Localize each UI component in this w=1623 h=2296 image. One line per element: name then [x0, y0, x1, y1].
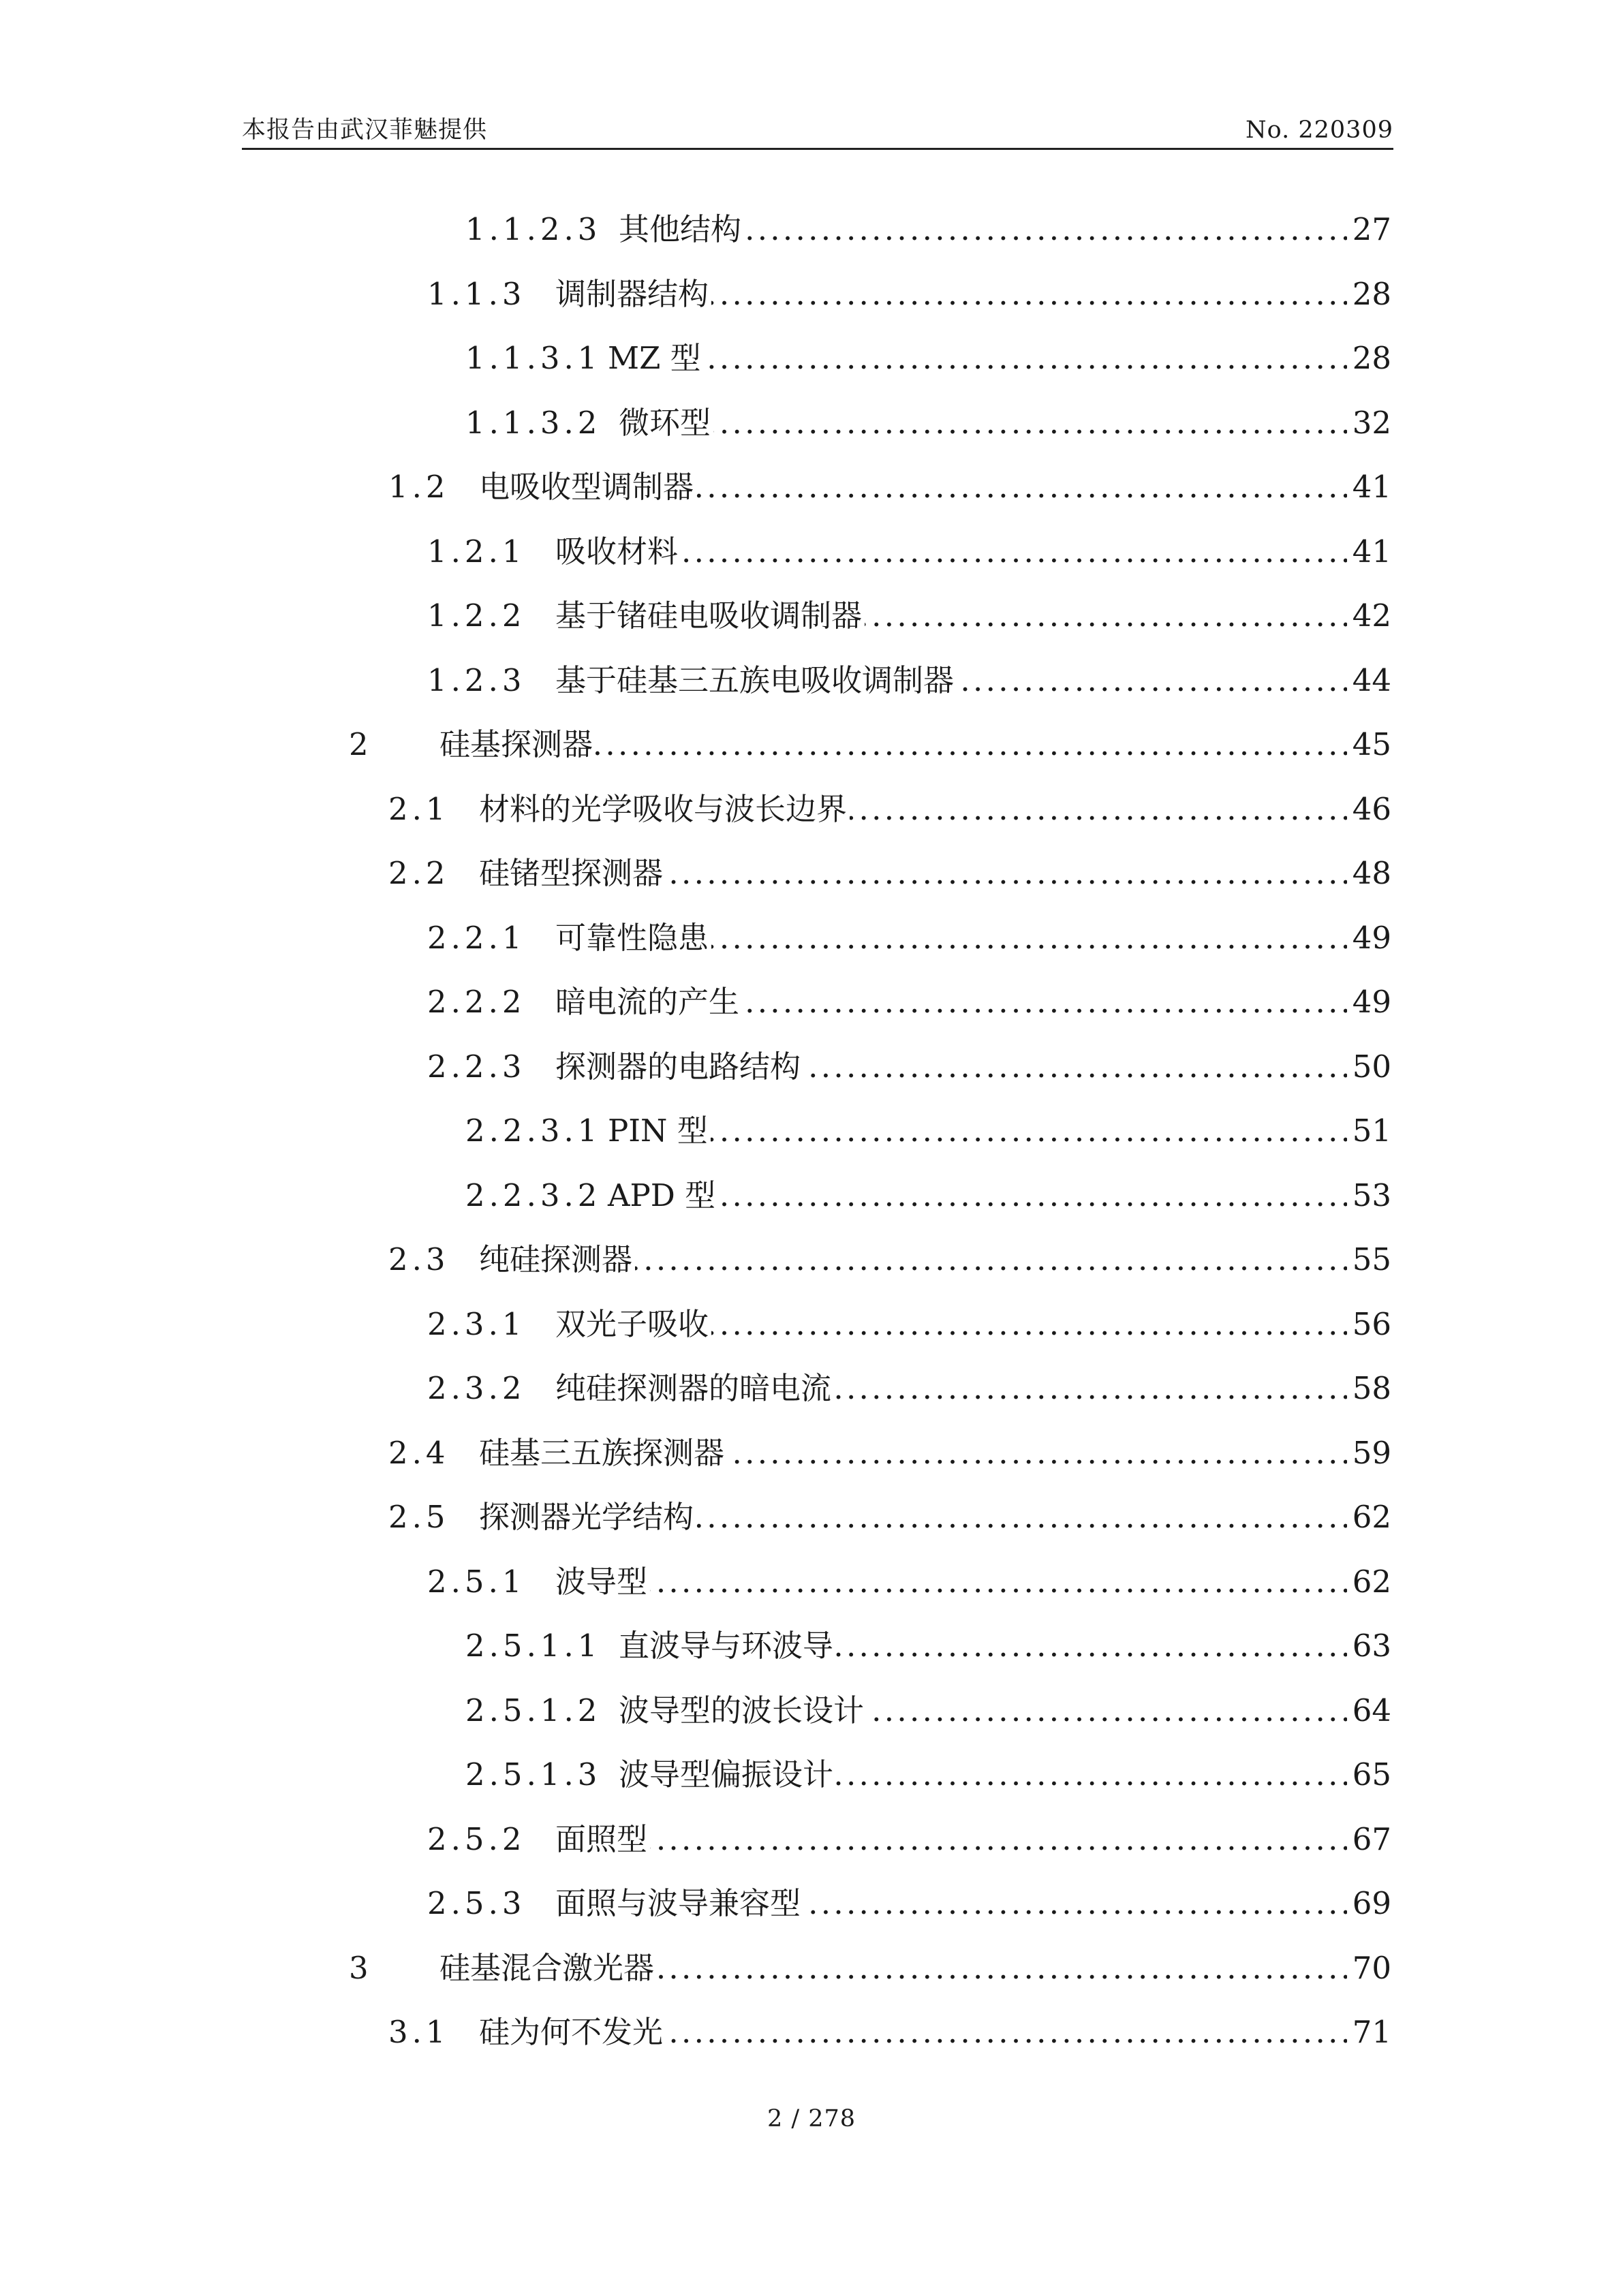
toc-entry-page: 56: [1352, 1305, 1391, 1342]
toc-leader-dots: [696, 463, 1347, 511]
toc-leader-dots: [727, 1429, 1347, 1477]
toc-entry-page: 49: [1352, 984, 1391, 1020]
toc-entry-title: 硅基混合激光器: [439, 1949, 655, 1986]
toc-entry-page: 42: [1352, 598, 1391, 634]
toc-entry-number: 1.2.1: [427, 533, 526, 570]
toc-leader-dots: [635, 1236, 1347, 1284]
toc-entry-title: APD 型: [608, 1177, 716, 1213]
toc-entry-page: 32: [1352, 404, 1391, 441]
toc-entry-number: 2.5.1.3: [465, 1756, 602, 1793]
toc-entry-number: 2.2.2: [427, 984, 526, 1020]
toc-entry[interactable]: [0, 914, 1623, 962]
toc-entry-number: 2.5.1: [427, 1563, 526, 1600]
toc-entry-title: 调制器结构: [555, 275, 709, 312]
toc-leader-dots: [666, 2008, 1347, 2056]
toc-leader-dots: [711, 914, 1347, 962]
toc-leader-dots: [711, 270, 1347, 318]
toc-entry[interactable]: [0, 270, 1623, 318]
toc-entry-title: PIN 型: [608, 1113, 708, 1149]
toc-leader-dots: [650, 1558, 1347, 1606]
toc-leader-dots: [836, 1622, 1347, 1670]
toc-entry-title: 暗电流的产生: [555, 984, 740, 1020]
toc-entry[interactable]: [0, 721, 1623, 769]
toc-entry-title: 面照型: [555, 1820, 648, 1857]
toc-entry[interactable]: [0, 1493, 1623, 1541]
toc-entry-title: 双光子吸收: [555, 1305, 709, 1342]
toc-leader-dots: [865, 592, 1347, 640]
toc-leader-dots: [596, 721, 1347, 769]
toc-entry-page: 63: [1352, 1628, 1391, 1664]
toc-leader-dots: [696, 1493, 1347, 1541]
toc-entry[interactable]: [0, 1622, 1623, 1670]
toc-entry-title: 硅为何不发光: [479, 2014, 664, 2050]
toc-leader-dots: [834, 1365, 1347, 1412]
toc-entry-page: 71: [1352, 2014, 1391, 2050]
page-footer: [0, 2105, 1623, 2132]
toc-entry-number: 2.5.1.1: [465, 1628, 602, 1664]
toc-entry[interactable]: [0, 786, 1623, 833]
toc-entry-number: 1.1.3: [427, 275, 526, 312]
toc-leader-dots: [718, 1172, 1347, 1220]
toc-entry-number: 2.5.3: [427, 1885, 526, 1921]
toc-entry[interactable]: [0, 1687, 1623, 1735]
toc-entry-page: 51: [1352, 1113, 1391, 1149]
toc-entry-title: 硅锗型探测器: [479, 855, 664, 891]
toc-entry-title: 直波导与环波导: [619, 1628, 834, 1664]
toc-entry-page: 64: [1352, 1692, 1391, 1728]
toc-leader-dots: [657, 1944, 1347, 1992]
toc-entry-page: 41: [1352, 469, 1391, 505]
toc-leader-dots: [742, 978, 1347, 1026]
toc-entry-number: 3: [349, 1949, 373, 1986]
toc-entry[interactable]: [0, 1043, 1623, 1091]
toc-entry-page: 50: [1352, 1048, 1391, 1085]
toc-entry-number: 3.1: [388, 2014, 450, 2050]
toc-leader-dots: [681, 528, 1347, 576]
toc-entry[interactable]: [0, 399, 1623, 447]
toc-entry-title: 电吸收型调制器: [479, 469, 694, 505]
toc-leader-dots: [650, 1816, 1347, 1863]
toc-entry[interactable]: [0, 1107, 1623, 1155]
toc-entry-title: 硅基三五族探测器: [479, 1434, 725, 1471]
toc-entry-page: 70: [1352, 1949, 1391, 1986]
toc-entry[interactable]: [0, 206, 1623, 253]
toc-leader-dots: [836, 1751, 1347, 1799]
toc-entry[interactable]: [0, 1880, 1623, 1927]
toc-entry[interactable]: [0, 528, 1623, 576]
toc-entry-page: 67: [1352, 1820, 1391, 1857]
toc-leader-dots: [711, 1301, 1347, 1348]
toc-entry[interactable]: [0, 1944, 1623, 1992]
toc-entry[interactable]: [0, 657, 1623, 704]
toc-entry[interactable]: [0, 1751, 1623, 1799]
toc-leader-dots: [957, 657, 1347, 704]
toc-entry[interactable]: [0, 592, 1623, 640]
toc-entry-page: 27: [1352, 211, 1391, 247]
toc-entry[interactable]: [0, 1301, 1623, 1348]
toc-leader-dots: [850, 786, 1347, 833]
toc-entry-title: 探测器光学结构: [479, 1499, 694, 1535]
toc-entry-page: 62: [1352, 1563, 1391, 1600]
toc-entry-page: 48: [1352, 855, 1391, 891]
toc-entry-page: 46: [1352, 790, 1391, 827]
header-provider-text: 本报告由武汉菲魅提供: [242, 117, 488, 144]
toc-entry[interactable]: [0, 1816, 1623, 1863]
toc-entry-number: 2.2.3: [427, 1048, 526, 1085]
toc-entry-page: 55: [1352, 1241, 1391, 1277]
toc-entry[interactable]: [0, 2008, 1623, 2056]
toc-entry-title: 吸收材料: [555, 533, 679, 570]
toc-leader-dots: [713, 399, 1347, 447]
toc-entry-page: 45: [1352, 726, 1391, 762]
toc-entry[interactable]: [0, 978, 1623, 1026]
toc-entry-title: 面照与波导兼容型: [555, 1885, 801, 1921]
toc-entry-number: 2.5.1.2: [465, 1692, 602, 1728]
toc-entry-number: 2.5.2: [427, 1820, 526, 1857]
toc-entry-title: MZ 型: [608, 340, 701, 376]
toc-entry-title: 波导型: [555, 1563, 648, 1600]
toc-entry[interactable]: [0, 335, 1623, 382]
toc-entry-number: 2.2.1: [427, 919, 526, 956]
toc-entry-number: 1.2.3: [427, 662, 526, 698]
page-number: 2 / 278: [767, 2105, 856, 2132]
toc-leader-dots: [744, 206, 1347, 253]
toc-entry-page: 59: [1352, 1434, 1391, 1471]
toc-entry[interactable]: [0, 463, 1623, 511]
toc-entry-number: 2.4: [388, 1434, 450, 1471]
toc-entry-page: 69: [1352, 1885, 1391, 1921]
toc-entry-number: 2.2: [388, 855, 450, 891]
toc-entry[interactable]: [0, 1558, 1623, 1606]
toc-entry[interactable]: [0, 850, 1623, 897]
toc-entry-title: 微环型: [619, 404, 711, 441]
toc-leader-dots: [704, 335, 1347, 382]
toc-entry-title: 基于硅基三五族电吸收调制器: [555, 662, 955, 698]
toc-entry-number: 2.1: [388, 790, 450, 827]
toc-leader-dots: [803, 1880, 1347, 1927]
toc-leader-dots: [803, 1043, 1347, 1091]
toc-entry-number: 2.3.2: [427, 1370, 526, 1406]
toc-entry-title: 纯硅探测器的暗电流: [555, 1370, 832, 1406]
toc-entry-number: 1.2.2: [427, 598, 526, 634]
toc-entry-number: 2.2.3.1: [465, 1113, 602, 1149]
toc-entry-page: 44: [1352, 662, 1391, 698]
toc-entry-title: 波导型偏振设计: [619, 1756, 834, 1793]
toc-entry[interactable]: [0, 1172, 1623, 1220]
toc-entry[interactable]: [0, 1365, 1623, 1412]
toc-entry-title: 硅基探测器: [439, 726, 593, 762]
toc-entry-page: 62: [1352, 1499, 1391, 1535]
toc-entry[interactable]: [0, 1236, 1623, 1284]
toc-entry-page: 28: [1352, 340, 1391, 376]
toc-entry-number: 1.1.3.1: [465, 340, 602, 376]
toc-entry-page: 58: [1352, 1370, 1391, 1406]
toc-entry-number: 1.2: [388, 469, 450, 505]
toc-entry-page: 49: [1352, 919, 1391, 956]
toc-entry-title: 波导型的波长设计: [619, 1692, 865, 1728]
toc-entry-title: 探测器的电路结构: [555, 1048, 801, 1085]
toc-entry-number: 2: [349, 726, 373, 762]
toc-leader-dots: [867, 1687, 1347, 1735]
toc-entry-number: 2.3.1: [427, 1305, 526, 1342]
toc-entry[interactable]: [0, 1429, 1623, 1477]
toc-entry-page: 65: [1352, 1756, 1391, 1793]
toc-leader-dots: [666, 850, 1347, 897]
toc-entry-number: 2.2.3.2: [465, 1177, 602, 1213]
header-report-number: No. 220309: [1246, 117, 1393, 144]
toc-entry-title: 材料的光学吸收与波长边界: [479, 790, 848, 827]
toc-entry-page: 28: [1352, 275, 1391, 312]
toc-entry-title: 可靠性隐患: [555, 919, 709, 956]
toc-leader-dots: [711, 1107, 1347, 1155]
toc-entry-number: 1.1.2.3: [465, 211, 602, 247]
toc-entry-title: 基于锗硅电吸收调制器: [555, 598, 863, 634]
toc-entry-page: 41: [1352, 533, 1391, 570]
toc-entry-page: 53: [1352, 1177, 1391, 1213]
toc-entry-title: 纯硅探测器: [479, 1241, 633, 1277]
toc-entry-number: 1.1.3.2: [465, 404, 602, 441]
toc-entry-title: 其他结构: [619, 211, 742, 247]
toc-entry-number: 2.3: [388, 1241, 450, 1277]
toc-entry-number: 2.5: [388, 1499, 450, 1535]
